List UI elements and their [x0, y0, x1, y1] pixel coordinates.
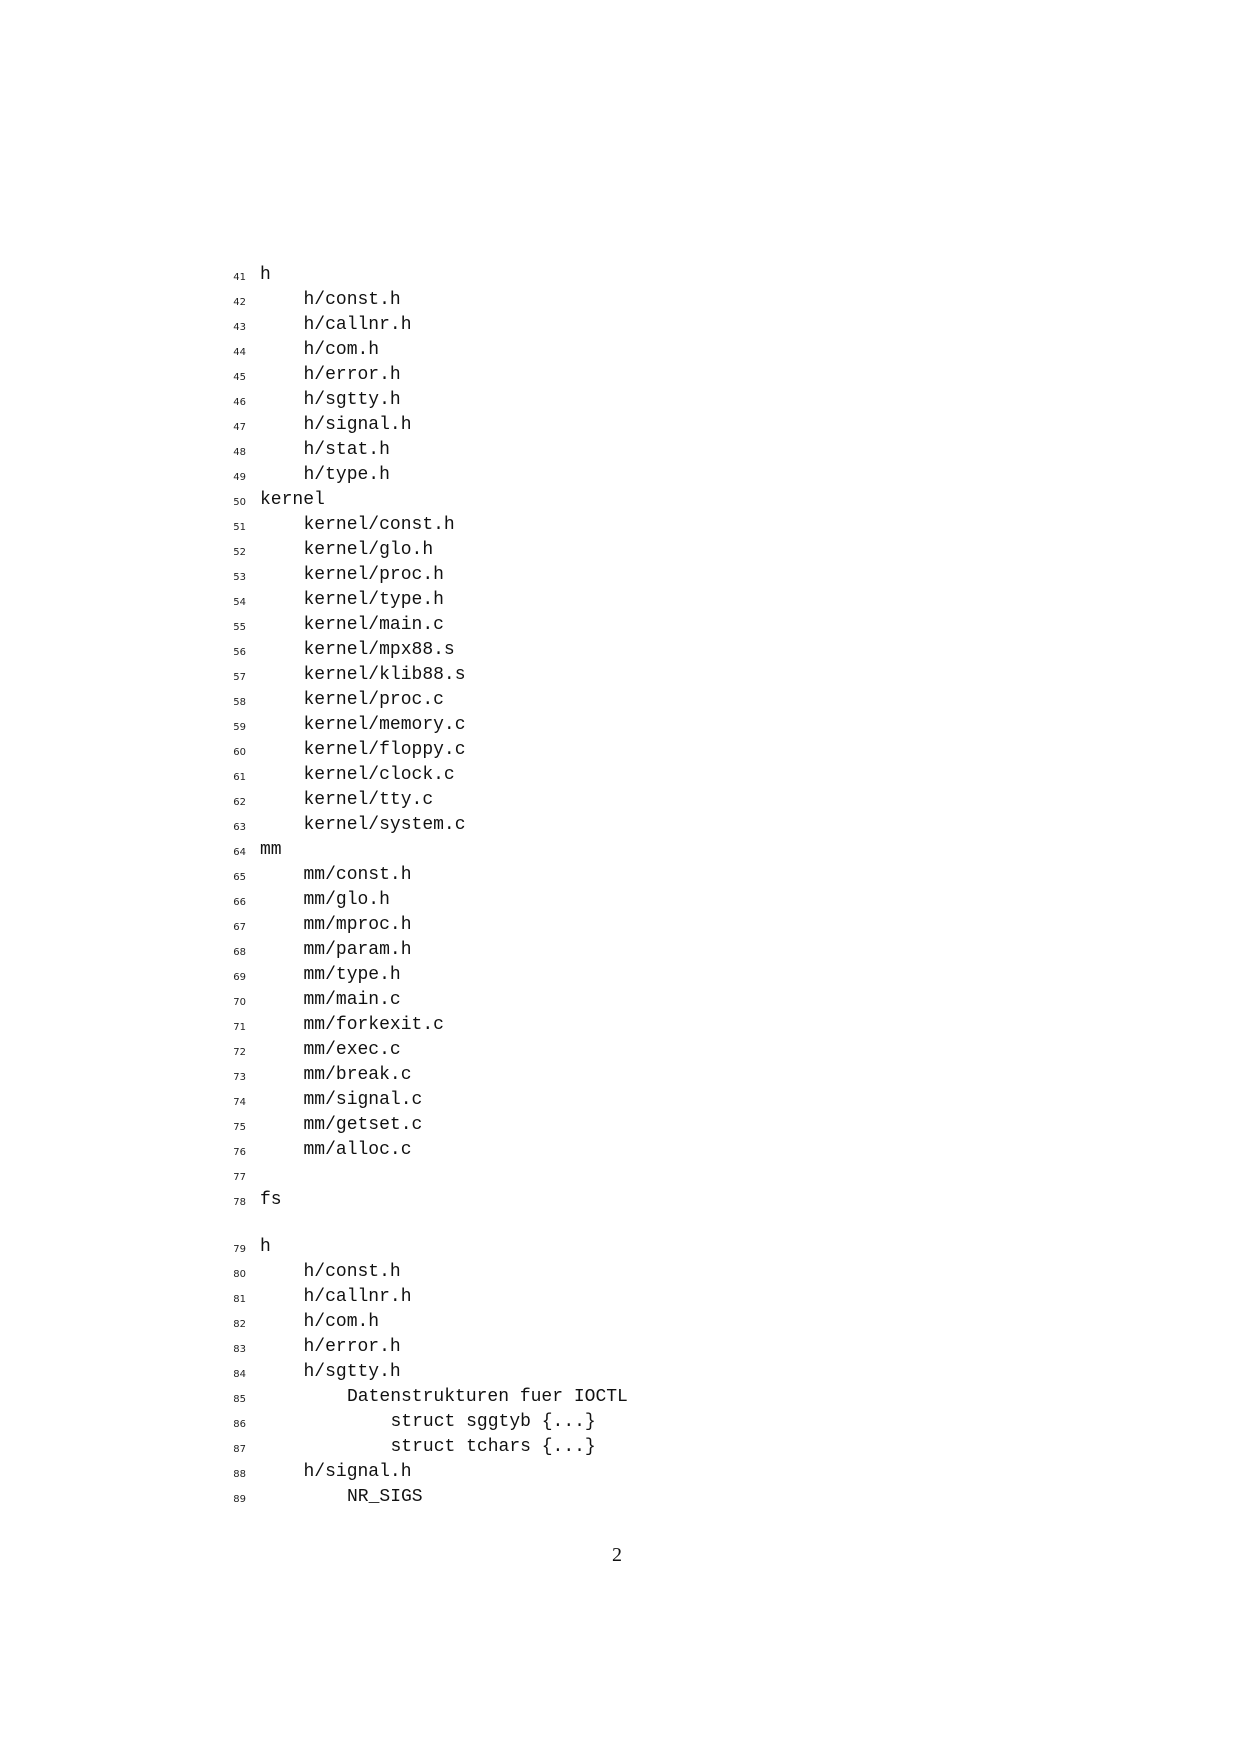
line-text: kernel/floppy.c: [303, 740, 466, 760]
line-text: h/signal.h: [303, 1462, 412, 1482]
line-number: 69: [233, 972, 246, 983]
line-text: kernel/type.h: [303, 590, 444, 610]
line-text: kernel/klib88.s: [303, 665, 466, 685]
line-number: 41: [233, 272, 246, 283]
line-text: h: [260, 265, 271, 285]
line-number: 82: [233, 1319, 246, 1330]
line-text: mm/type.h: [303, 965, 401, 985]
line-text: mm/getset.c: [303, 1115, 423, 1135]
line-text: mm/main.c: [303, 990, 401, 1010]
line-text: h/callnr.h: [303, 1287, 412, 1307]
line-number: 81: [233, 1294, 246, 1305]
line-number: 46: [233, 397, 246, 408]
line-number: 71: [233, 1022, 246, 1033]
line-number: 85: [233, 1394, 246, 1405]
line-number: 59: [233, 722, 246, 733]
line-number: 89: [233, 1494, 246, 1505]
line-text: h/signal.h: [303, 415, 412, 435]
line-text: kernel/proc.h: [303, 565, 444, 585]
line-text: NR_SIGS: [347, 1487, 423, 1507]
line-number: 54: [233, 597, 246, 608]
line-number: 70: [233, 997, 246, 1008]
line-number: 57: [233, 672, 246, 683]
line-number: 78: [233, 1197, 246, 1208]
line-text: kernel/proc.c: [303, 690, 444, 710]
line-number: 75: [233, 1122, 246, 1133]
line-text: h/sgtty.h: [303, 390, 401, 410]
line-text: mm/alloc.c: [303, 1140, 412, 1160]
line-number: 47: [233, 422, 246, 433]
line-number: 49: [233, 472, 246, 483]
line-number: 52: [233, 547, 246, 558]
line-text: mm/forkexit.c: [303, 1015, 444, 1035]
line-number: 64: [233, 847, 246, 858]
line-number: 61: [233, 772, 246, 783]
line-text: h/com.h: [303, 1312, 380, 1332]
line-text: kernel: [260, 490, 325, 510]
line-number: 66: [233, 897, 246, 908]
line-number: 44: [233, 347, 246, 358]
line-number: 65: [233, 872, 246, 883]
line-text: kernel/clock.c: [303, 765, 455, 785]
line-text: struct tchars {...}: [390, 1437, 596, 1457]
line-number: 76: [233, 1147, 246, 1158]
line-number: 77: [233, 1172, 246, 1183]
line-number: 80: [233, 1269, 246, 1280]
line-number: 86: [233, 1419, 246, 1430]
line-text: mm/const.h: [303, 865, 412, 885]
line-number: 67: [233, 922, 246, 933]
line-text: h/sgtty.h: [303, 1362, 401, 1382]
line-text: h/error.h: [303, 1337, 401, 1357]
line-number: 83: [233, 1344, 246, 1355]
line-text: mm/signal.c: [303, 1090, 423, 1110]
line-number: 42: [233, 297, 246, 308]
line-number: 43: [233, 322, 246, 333]
line-number: 87: [233, 1444, 246, 1455]
line-number: 56: [233, 647, 246, 658]
line-text: kernel/system.c: [303, 815, 466, 835]
line-text: h/error.h: [303, 365, 401, 385]
line-number: 55: [233, 622, 246, 633]
line-number: 73: [233, 1072, 246, 1083]
line-text: h/callnr.h: [303, 315, 412, 335]
page-number: 2: [612, 1544, 622, 1566]
line-text: h/const.h: [303, 290, 401, 310]
line-number: 51: [233, 522, 246, 533]
line-text: h/com.h: [303, 340, 380, 360]
line-text: mm/exec.c: [303, 1040, 401, 1060]
line-text: kernel/memory.c: [303, 715, 466, 735]
line-number: 88: [233, 1469, 246, 1480]
line-text: mm/break.c: [303, 1065, 412, 1085]
line-number: 48: [233, 447, 246, 458]
line-text: h/stat.h: [303, 440, 390, 460]
line-number: 53: [233, 572, 246, 583]
line-number: 50: [233, 497, 246, 508]
line-text: h/type.h: [303, 465, 390, 485]
line-number: 74: [233, 1097, 246, 1108]
line-text: mm/mproc.h: [303, 915, 412, 935]
line-number: 68: [233, 947, 246, 958]
line-number: 58: [233, 697, 246, 708]
line-text: Datenstrukturen fuer IOCTL: [347, 1387, 628, 1407]
line-text: kernel/const.h: [303, 515, 455, 535]
line-number: 84: [233, 1369, 246, 1380]
line-text: kernel/tty.c: [303, 790, 434, 810]
line-text: fs: [260, 1190, 282, 1210]
line-number: 79: [233, 1244, 246, 1255]
line-text: kernel/main.c: [303, 615, 444, 635]
line-number: 72: [233, 1047, 246, 1058]
line-text: h: [260, 1237, 271, 1257]
line-text: kernel/glo.h: [303, 540, 434, 560]
line-text: h/const.h: [303, 1262, 401, 1282]
line-text: mm/param.h: [303, 940, 412, 960]
line-number: 62: [233, 797, 246, 808]
line-text: mm: [260, 840, 282, 860]
line-number: 60: [233, 747, 246, 758]
line-text: struct sggtyb {...}: [390, 1412, 596, 1432]
line-number: 63: [233, 822, 246, 833]
line-text: mm/glo.h: [303, 890, 390, 910]
line-number: 45: [233, 372, 246, 383]
line-text: kernel/mpx88.s: [303, 640, 455, 660]
